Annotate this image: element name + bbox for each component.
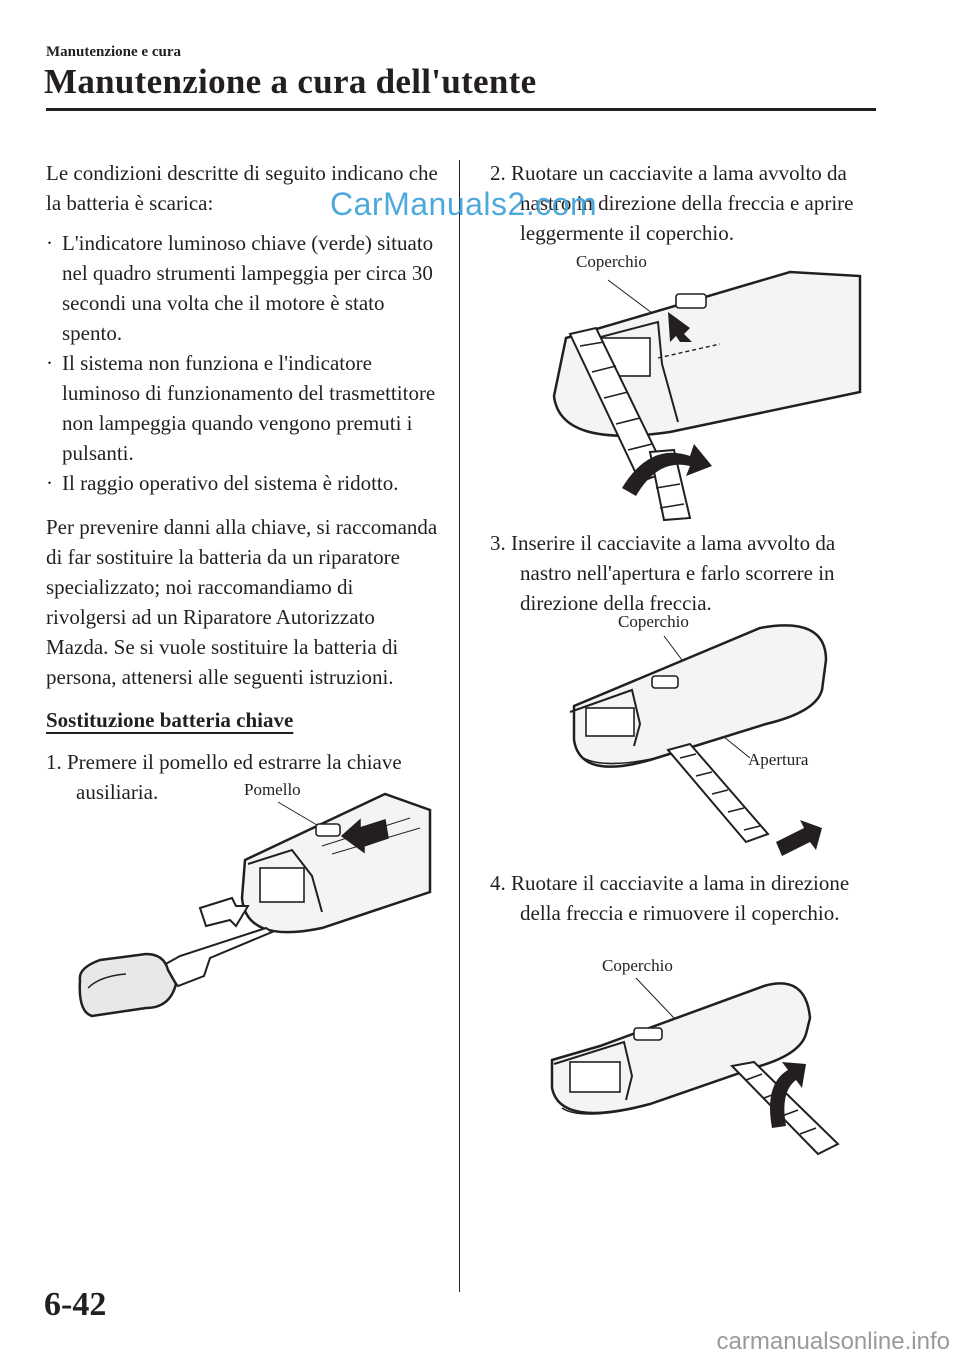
fig1-label-pomello: Pomello [244,780,301,799]
step-1: 1. Premere il pomello ed estrarre la chiave ausiliaria. [46,750,402,804]
page-title: Manutenzione a cura dell'utente [44,62,537,101]
watermark-text: CarManuals2.com [330,186,598,222]
intro-paragraph: Le condizioni descritte di seguito indicano che la batteria è scarica: [46,161,438,215]
fig3-insert-screwdriver-illustration [560,620,840,860]
bullet-item [46,468,438,498]
advice-paragraph: Per prevenire danni alla chiave, si raccomanda di far sostituire la batteria da un riparatore specializzato; noi raccomandiamo di rivolgersi ad un Riparatore Autorizzato Mazda. Se si vuole sostituire la batteria di persona, attenersi alle seguenti istruzioni. [46,515,438,689]
right-column-step3 [490,528,870,618]
step-4: 4. Ruotare il cacciavite a lama in direzione della freccia e rimuovere il coperchio. [490,871,850,925]
title-divider [46,108,876,111]
column-divider [459,160,460,1292]
footer-watermark: carmanualsonline.info [716,1328,950,1355]
fig3-label-apertura: Apertura [748,750,809,769]
bullet-dot: · [46,231,53,255]
section-heading: Sostituzione batteria chiave [46,708,294,732]
fig1-key-illustration [60,780,450,1040]
right-column-step4 [490,868,870,928]
fig2-label-coperchio: Coperchio [576,252,647,271]
page-number: 6-42 [44,1286,107,1323]
bullet-item [46,348,438,468]
step-3: 3. Inserire il cacciavite a lama avvolto da nastro nell'apertura e farlo scorrere in direzione della freccia. [490,531,836,615]
bullet-item [46,228,438,348]
fig3-label-coperchio: Coperchio [618,612,689,631]
bullet-text: Il sistema non funziona e l'indicatore luminoso di funzionamento del trasmettitore non lampeggia quando vengono premuti i pulsanti. [62,351,436,465]
bullet-text: Il raggio operativo del sistema è ridotto. [62,471,399,495]
left-column [46,158,438,807]
step-2: 2. Ruotare un cacciavite a lama avvolto da nastro in direzione della freccia e aprire leggermente il coperchio. [490,161,854,245]
bullet-dot: · [46,471,53,495]
fig2-open-cover-illustration [540,272,880,522]
fig4-remove-cover-illustration [540,968,860,1158]
section-label: Manutenzione e cura [46,44,181,60]
bullet-dot: · [46,351,53,375]
fig4-label-coperchio: Coperchio [602,956,673,975]
bullet-text: L'indicatore luminoso chiave (verde) situato nel quadro strumenti lampeggia per circa 30 secondi una volta che il motore è stato spento. [62,231,434,345]
